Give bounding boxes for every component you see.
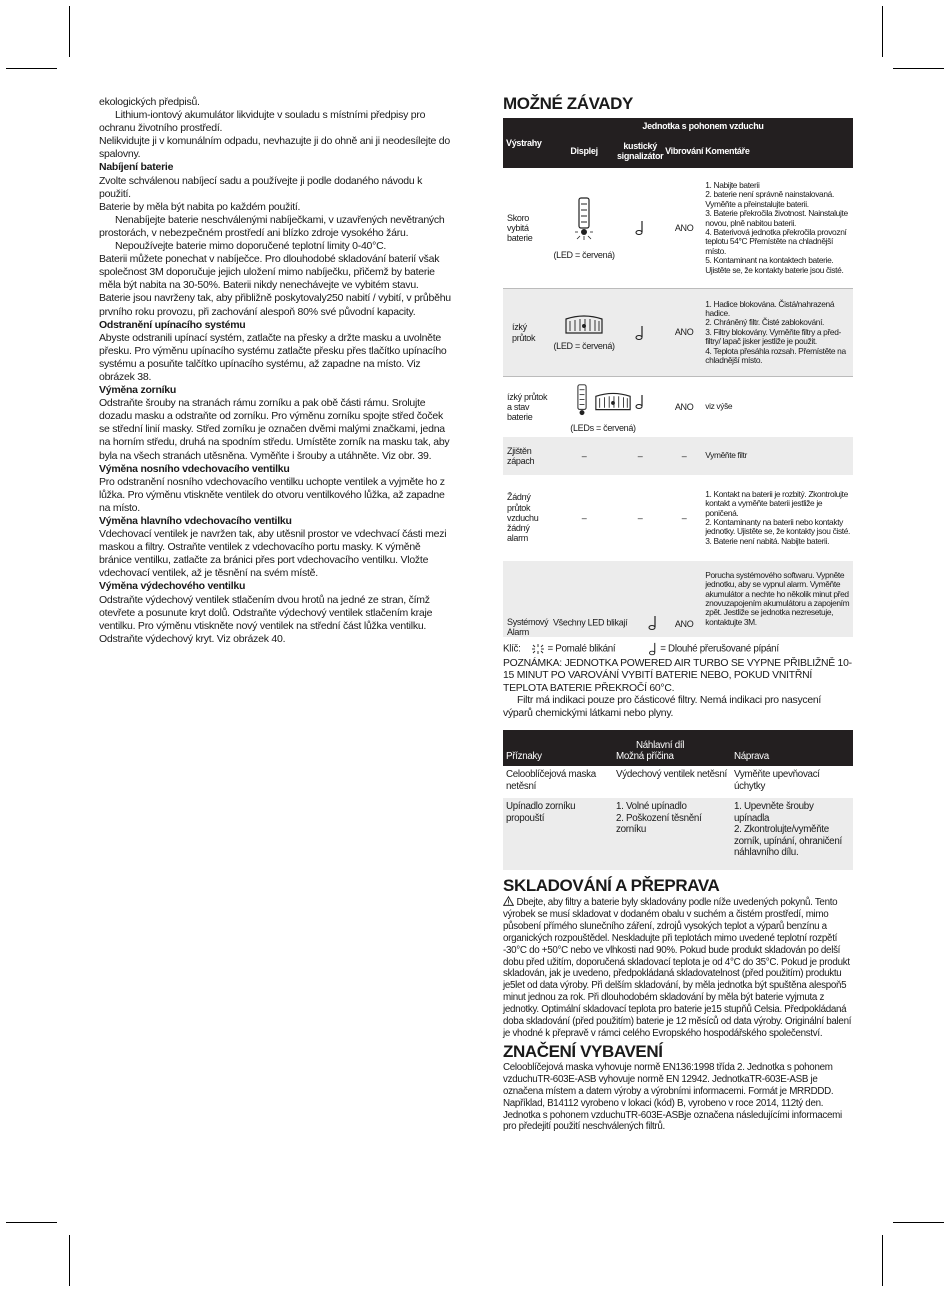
paragraph: Pro odstranění nosního vdechovacího ventilku uchopte ventilek a vyjměte ho z lůžka. Pro výměnu vtiskněte ventilek do otvoru ventilkového lůžka, až zapadne na místo. (99, 475, 445, 514)
cause-cell: Výdechový ventilek netěsní (616, 769, 727, 781)
table-row (503, 289, 853, 377)
section-heading: Výměna hlavního vdechovacího ventilku (99, 515, 292, 527)
key-label: Klíč: (503, 643, 521, 655)
paragraph: ekologických předpisů. (99, 96, 200, 108)
note-icon (635, 220, 645, 236)
crop-mark (882, 6, 883, 57)
acoustic-cell (615, 168, 665, 289)
crop-mark (69, 1235, 70, 1286)
alert-cell: Skoro vybitá baterie (503, 168, 553, 289)
fan-led-icon (563, 313, 605, 337)
section-heading: Nabíjení baterie (99, 161, 174, 174)
display-cell (553, 289, 615, 377)
key-beep: = Dlouhé přerušované pípání (660, 643, 779, 655)
display-note: Všechny LED blikají (552, 617, 628, 628)
paragraph: Nepoužívejte baterie mimo doporučené teplotní limity 0-40°C. (115, 240, 387, 253)
alert-cell: ízký průtok a stav baterie (503, 377, 553, 438)
header-unit: Jednotka s pohonem vzduchu (553, 118, 853, 134)
paragraph: Nelikvidujte ji v komunálním odpadu, nevhazujte ji do ohně ani ji neodesílejte do spalovny. (99, 135, 450, 161)
left-column (99, 96, 451, 646)
vibration-cell: – (665, 475, 703, 561)
paragraph: Abyste odstranili upínací systém, zatlačte na přesky a držte masku a uvolněte přesku. Pro výměnu upínacího systému zatlačte přesku přes tlačítko upínacího systému a posuňte talčítko upínacího systému, až zapadne na místo. Viz obrázek 38. (99, 331, 447, 383)
battery-led-icon (573, 196, 595, 242)
paragraph: Nenabíjejte baterie neschválenými nabíječkami, v uzavřených nevětraných prostorách, v nebezpečném prostředí ani blízko zdroje vysokého žáru. (99, 213, 445, 239)
right-column (503, 94, 853, 1133)
acoustic-cell: – (615, 437, 665, 475)
display-note: (LEDs = červená) (570, 422, 636, 433)
section-heading: Výměna nosního vdechovacího ventilku (99, 462, 290, 475)
key-legend (503, 642, 853, 656)
table-row (503, 437, 853, 475)
display-cell: – (553, 475, 615, 561)
crop-mark (6, 68, 57, 69)
vibration-cell: ANO (665, 561, 703, 637)
display-note: (LED = červená) (553, 341, 615, 352)
header-alerts: Výstrahy (503, 118, 553, 168)
display-note: (LED = červená) (553, 249, 615, 260)
header-symptoms: Příznaky (503, 730, 613, 766)
crop-mark (6, 1222, 57, 1223)
display-cell (553, 561, 665, 637)
note-icon (635, 394, 645, 410)
paragraph: Zvolte schválenou nabíjecí sadu a používejte ji podle dodaného návodu k použití. (99, 174, 423, 200)
paragraph: Odstraňte výdechový ventilek stlačením dvou hrotů na jedné ze stran, čímž otevřete a posunute kryt dolů. Odstraňte výdechový ventilek stlačením kraje ventilku. Pro výměnu vtiskněte nový ventilek na střední část lůžka ventilku. Odstraňte výdechový kryt. Viz obrázek 40. (99, 593, 433, 645)
vibration-cell: ANO (665, 289, 703, 377)
note-icon (648, 615, 658, 631)
mask-table (503, 730, 853, 870)
alert-cell: ízký průtok (503, 289, 553, 377)
table-row (503, 766, 853, 798)
alert-cell: Zjištěn zápach (503, 437, 553, 475)
comment-cell: 1. Kontakt na baterii je rozbitý. Zkontrolujte kontakt a vyměňte baterii jestliže je poničená. 2. Kontaminanty na baterii nebo kontakty jednotky. Ujistěte se, že kontakty jsou čisté. 3. Baterie není nabitá. Nabijte baterii. (703, 475, 853, 561)
storage-title: SKLADOVÁNÍ A PŘEPRAVA (503, 876, 720, 896)
note-icon (635, 325, 645, 341)
display-cell (553, 377, 665, 438)
header-display: Displej (553, 134, 615, 168)
section-heading: Odstranění upínacího systému (99, 318, 246, 331)
display-cell (553, 168, 615, 289)
marking-title: ZNAČENÍ VYBAVENÍ (503, 1041, 663, 1061)
paragraph: Baterii můžete ponechat v nabíječce. Pro dlouhodobé skladování baterií však společnost 3M doporučuje jejich uložení mimo nabíječku, přičemž by baterie měla být nabita na 30-50%. Baterii nikdy nenechávejte ve vybitém stavu. Baterie jsou navrženy tak, aby přibližně poskytovaly250 nabití / vybití, v průběhu prvního roku provozu, při zachování alespoň 80% své původní kapacity. (99, 253, 451, 318)
section-heading: Výměna zorníku (99, 384, 177, 397)
crop-mark (69, 6, 70, 57)
paragraph: Lithium-iontový akumulátor likvidujte v souladu s místními předpisy pro ochranu životního prostředí. (99, 109, 426, 135)
header-vibration: Vibrování (665, 134, 703, 168)
battery-led-icon (573, 381, 591, 423)
faults-title: MOŽNÉ ZÁVADY (503, 94, 633, 113)
acoustic-cell: – (615, 475, 665, 561)
paragraph: Odstraňte šrouby na stranách rámu zorníku a pak obě části rámu. Srolujte dozadu masku a odstraňte od zorníku. Pro výměnu zorníku spojte střed čoček se střední linií masky. Střed zorníku je označen dvěmi malými značkami, jedna na horním středu, druhá na spodním středu. Umístěte zorník na masku tak, aby byla na všech stranách utěsněna. Vyměňte i šrouby a utáhněte. Viz obr. 39. (99, 397, 450, 462)
cause-cell: 1. Volné upínadlo 2. Poškození těsnění zorníku (613, 798, 731, 870)
header-fix: Náprava (731, 730, 853, 766)
header-comments: Komentáře (703, 134, 853, 168)
table-row (503, 168, 853, 289)
crop-mark (893, 68, 944, 69)
note-text: POZNÁMKA: JEDNOTKA POWERED AIR TURBO SE VYPNE PŘIBLIŽNĚ 10-15 MINUT PO VAROVÁNÍ VYBITÍ BATERIE NEBO, POKUD VNITŘNÍ TEPLOTA BATERIE PŘEKROČÍ 60°C. (503, 658, 852, 694)
header-part: Náhlavní díl (636, 739, 685, 751)
storage-body: Dbejte, aby filtry a baterie byly skladovány podle níže uvedených pokynů. Tento výrobek se musí skladovat v dodaném obalu v suchém a čistém prostředí, mimo působení přímého slunečního záření, zdrojů vysokých teplot a výparů benzínu a organických rozpouštědel. Neskladujte při teplotách mimo uvedené teplotní rozpětí -30°C do +50°C nebo ve vlhkosti nad 90%. Pokud bude produkt skladován po delší dobu před užitím, doporučená skladovací teplota je od 4°C do 35°C. Pokud je produkt skladován, jak je uvedeno, předpokládaná skladovatelnost (před použitím) produktu je5let od data výroby. Při delším skladování, by měla jednotka být spuštěna alespoň5 minut jednou za rok. Při dlouhodobém skladování by měla být baterie vyjmuta z jednotky. Optimální skladovací teplota pro baterie je15 stupňů Celsia. Předpokládaná doba skladování (před použitím) baterie je 12 měsíců od data výroby. Originální balení je vhodné k přepravě v rámci celého Evropského hospodářského společenství. (503, 897, 852, 1039)
symptom-cell: Upínadlo zorníku propouští (503, 798, 613, 870)
section-heading: Výměna výdechového ventilku (99, 580, 246, 593)
filter-note: Filtr má indikaci pouze pro částicové filtry. Nemá indikaci pro nasycení výparů chemickými látkami nebo plyny. (503, 695, 822, 719)
paragraph: Vdechovací ventilek je navržen tak, aby utěsnil prostor ve vdechvací části mezi maskou a filtry. Ostraňte ventilek z vdechovacího portu masky. K výměně bránice ventilku, zatlačte za bránici přes port vdechovacího ventilku. Vložte vdechovací ventilek, až je těsnění na svém místě. (99, 528, 447, 580)
fix-cell: Vyměňte upevňovací úchytky (734, 769, 820, 792)
comment-cell: Porucha systémového softwaru. Vypněte jednotku, aby se vypnul alarm. Vyměňte akumulátor a nechte ho několik minut před znovuzapojením akumulátoru a zapojením zpět. Jestliže se jednotka nezresetuje, kontaktujte 3M. (703, 561, 853, 637)
comment-cell: 1. Hadice blokována. Čistá/nahrazená hadice. 2. Chráněný filtr. Čisté zablokování. 3. Filtry blokovány. Vyměňte filtry a před-filtry/ lapač jisker jestliže je použit. 4. Teplota přesáhla rozsah. Přemístěte na chladnější místo. (703, 289, 853, 377)
storage-text (503, 896, 853, 1040)
alert-cell: Žádný průtok vzduchu žádný alarm (503, 475, 553, 561)
table-header (503, 730, 853, 766)
header-acoustic: kustický signalizátor (615, 134, 665, 168)
symptom-cell: Celooblíčejová maska netěsní (506, 769, 596, 792)
marking-text: Celooblíčejová maska vyhovuje normě EN136:1998 třída 2. Jednotka s pohonem vzduchuTR-603E-ASB vyhovuje normě EN 12942. JednotkaTR-603E-ASB je označena místem a datem výroby a výrobními informacemi. Formát je MRRDDD. Například, B14112 vyrobeno v lokaci (kód) B, vyrobeno v roce 2014, 112tý den. Jednotka s pohonem vzduchuTR-603E-ASBje označena následujícími informacemi pro předejití použití neschválených filtrů. (503, 1061, 842, 1133)
table-row (503, 561, 853, 637)
vibration-cell: ANO (665, 168, 703, 289)
header-cause (613, 730, 731, 766)
table-row (503, 475, 853, 561)
acoustic-cell (615, 289, 665, 377)
key-slow: = Pomalé blikání (547, 643, 616, 655)
warning-icon (503, 896, 514, 906)
comment-cell: 1. Nabijte baterii 2. baterie není správně nainstalovaná. Vyměňte a přeinstalujte baterii. 3. Baterie překročila životnost. Nainstalujte novou, plně nabitou baterii. 4. Baterivová jednotka překročila provozní teplotu 54°C Přemístěte na chladnější místo. 5. Kontaminant na kontaktech baterie. Ujistěte se, že kontakty baterie jsou čisté. (703, 168, 853, 289)
header-cause-label: Možná příčina (616, 751, 674, 763)
display-cell: – (553, 437, 615, 475)
fan-led-icon (593, 390, 633, 414)
table-row (503, 798, 853, 870)
comment-cell: viz výše (703, 377, 853, 438)
note-icon (648, 642, 658, 656)
vibration-cell: – (665, 437, 703, 475)
table-row (503, 377, 853, 438)
comment-cell: Vyměňte filtr (703, 437, 853, 475)
blink-icon (531, 643, 545, 655)
vibration-cell: ANO (665, 377, 703, 438)
crop-mark (893, 1222, 944, 1223)
alert-cell: Systémový Alarm (503, 561, 553, 637)
faults-table (503, 118, 853, 637)
paragraph: Baterie by měla být nabita po každém použití. (99, 200, 301, 213)
crop-mark (882, 1235, 883, 1286)
fix-cell: 1. Upevněte šrouby upínadla 2. Zkontrolujte/vyměňte zorník, upínání, ohraničení náhlavního dílu. (731, 798, 853, 870)
